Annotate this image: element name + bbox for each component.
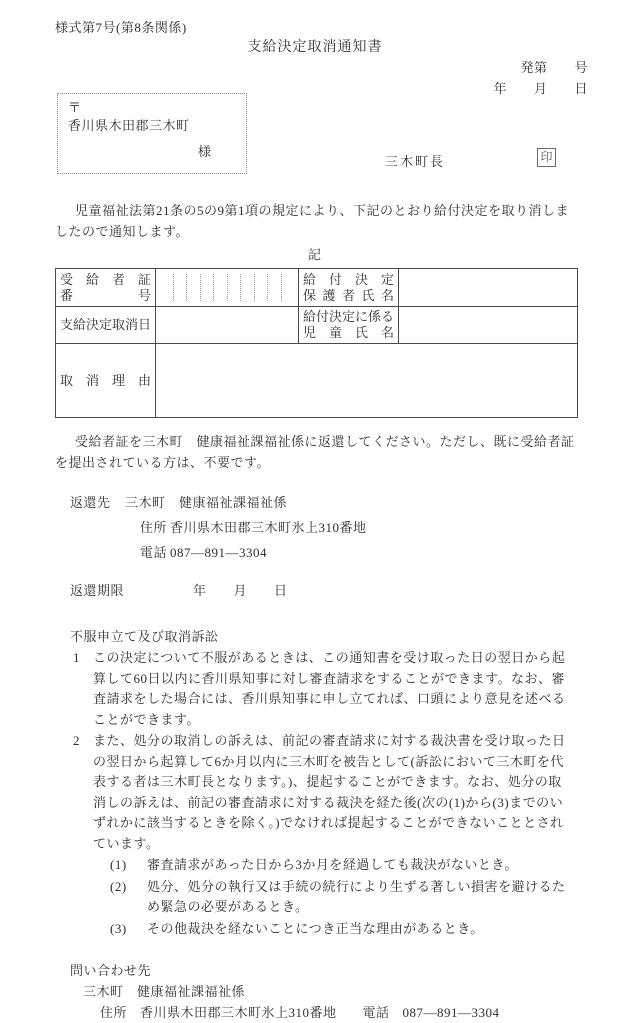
- seal-mark: 印: [537, 148, 556, 167]
- appeal-subitem-text: 審査請求があった日から3か月を経過しても裁決がないとき。: [147, 857, 518, 872]
- issuer-name: 三木町長: [385, 154, 446, 169]
- return-destination-line: [55, 490, 575, 515]
- cancellation-reason-label: 取消理由: [56, 344, 156, 418]
- return-phone: 087―891―3304: [170, 545, 267, 560]
- record-heading: 記: [307, 247, 322, 262]
- appeal-item-1: [73, 648, 575, 730]
- cancellation-details-table: [55, 268, 578, 418]
- return-destination-block: [55, 490, 575, 565]
- guardian-name-field: [399, 269, 578, 307]
- contact-address-phone-line: [100, 1002, 575, 1023]
- appeal-subitem-2: [110, 877, 575, 918]
- appeal-item-number: 1: [73, 650, 80, 665]
- return-address: 香川県木田郡三木町氷上310番地: [170, 520, 367, 535]
- form-number: 様式第7号(第8条関係): [55, 20, 187, 35]
- recipient-honorific: 様: [198, 144, 212, 159]
- appeal-subitem-number: (3): [110, 920, 127, 936]
- return-notice-paragraph: 受給者証を三木町 健康福祉課福祉係に返還してください。ただし、既に受給者証を提出されている方は、不要です。: [55, 434, 575, 470]
- cancellation-reason-field: [156, 344, 578, 418]
- appeal-subitem-3: [110, 919, 575, 940]
- child-name-label: 給付決定に係る 児童氏名: [299, 307, 399, 344]
- issue-date-line: 年 月 日: [493, 81, 588, 96]
- return-phone-line: [55, 540, 575, 565]
- contact-heading: 問い合わせ先: [70, 963, 152, 978]
- appeal-subitem-number: (1): [110, 857, 127, 872]
- address-label: 住所: [140, 520, 168, 535]
- notice-paragraph: 児童福祉法第21条の5の9第1項の規定により、下記のとおり給付決定を取り消しましたので通知します。: [55, 203, 570, 239]
- return-deadline-label: 返還期限: [70, 583, 125, 598]
- recipient-cert-number-label: 受給者証 番号: [56, 269, 156, 307]
- contact-address: 香川県木田郡三木町氷上310番地: [140, 1005, 337, 1020]
- appeal-item-number: 2: [73, 733, 80, 748]
- return-deadline-date: 年 月 日: [193, 583, 288, 598]
- digit-grid: [160, 271, 294, 304]
- guardian-name-label: 給付決定 保護者氏名: [299, 269, 399, 307]
- postal-mark: 〒: [68, 100, 82, 115]
- contact-address-label: 住所: [100, 1005, 128, 1020]
- appeal-item-text: この決定について不服があるときは、この通知書を受け取った日の翌日から起算して60日以内に香川県知事に対し審査請求をすることができます。なお、審査請求をした場合には、香川県知事に申し立てれば、口頭により意見を述べることができます。: [93, 650, 566, 727]
- table-row: [56, 344, 578, 418]
- return-deadline-line: [55, 580, 575, 601]
- appeal-subitem-text: その他裁決を経ないことにつき正当な理由があるとき。: [147, 920, 484, 936]
- contact-phone: 087―891―3304: [402, 1005, 500, 1020]
- appeal-item-text: また、処分の取消しの訴えは、前記の審査請求に対する裁決書を受け取った日の翌日から起算して6か月以内に三木町を被告として(訴訟において三木町を代表する者は三木町長となります。)、提起することができます。なお、処分の取消しの訴えは、前記の審査請求に対する裁決を経た後(次の(1)から(3)までのいずれかに該当するときを除く。)でなければ提起することができないこととされています。: [93, 733, 566, 851]
- contact-phone-label: 電話: [362, 1005, 390, 1020]
- contact-section: [55, 960, 575, 1023]
- cancellation-date-label: 支給決定取消日: [56, 307, 156, 344]
- appeal-item-2: [73, 731, 575, 854]
- child-name-field: [399, 307, 578, 344]
- contact-office: 三木町 健康福祉課福祉係: [83, 984, 246, 999]
- recipient-address-box: [57, 93, 247, 174]
- return-address-line: [55, 515, 575, 540]
- appeal-subitem-text: 処分、処分の執行又は手続の続行により生ずる著しい損害を避けるため緊急の必要があるとき。: [147, 878, 566, 914]
- document-title: 支給決定取消通知書: [247, 40, 383, 55]
- phone-label: 電話: [140, 545, 168, 560]
- appeal-subitem-number: (2): [110, 878, 127, 894]
- issue-number-line: 発第 号: [520, 60, 588, 75]
- recipient-cert-number-field: [156, 269, 299, 307]
- recipient-address: 香川県木田郡三木町: [68, 118, 190, 133]
- cancellation-date-field: [156, 307, 299, 344]
- appeal-section-heading: 不服申立て及び取消訴訟: [70, 629, 219, 644]
- appeal-subitem-1: [110, 855, 575, 876]
- return-destination-label: 返還先: [70, 495, 111, 510]
- document-header: [0, 0, 630, 198]
- table-row: [56, 269, 578, 307]
- return-destination-office: 三木町 健康福祉課福祉係: [125, 495, 288, 510]
- document-body: [55, 200, 575, 1023]
- table-row: [56, 307, 578, 344]
